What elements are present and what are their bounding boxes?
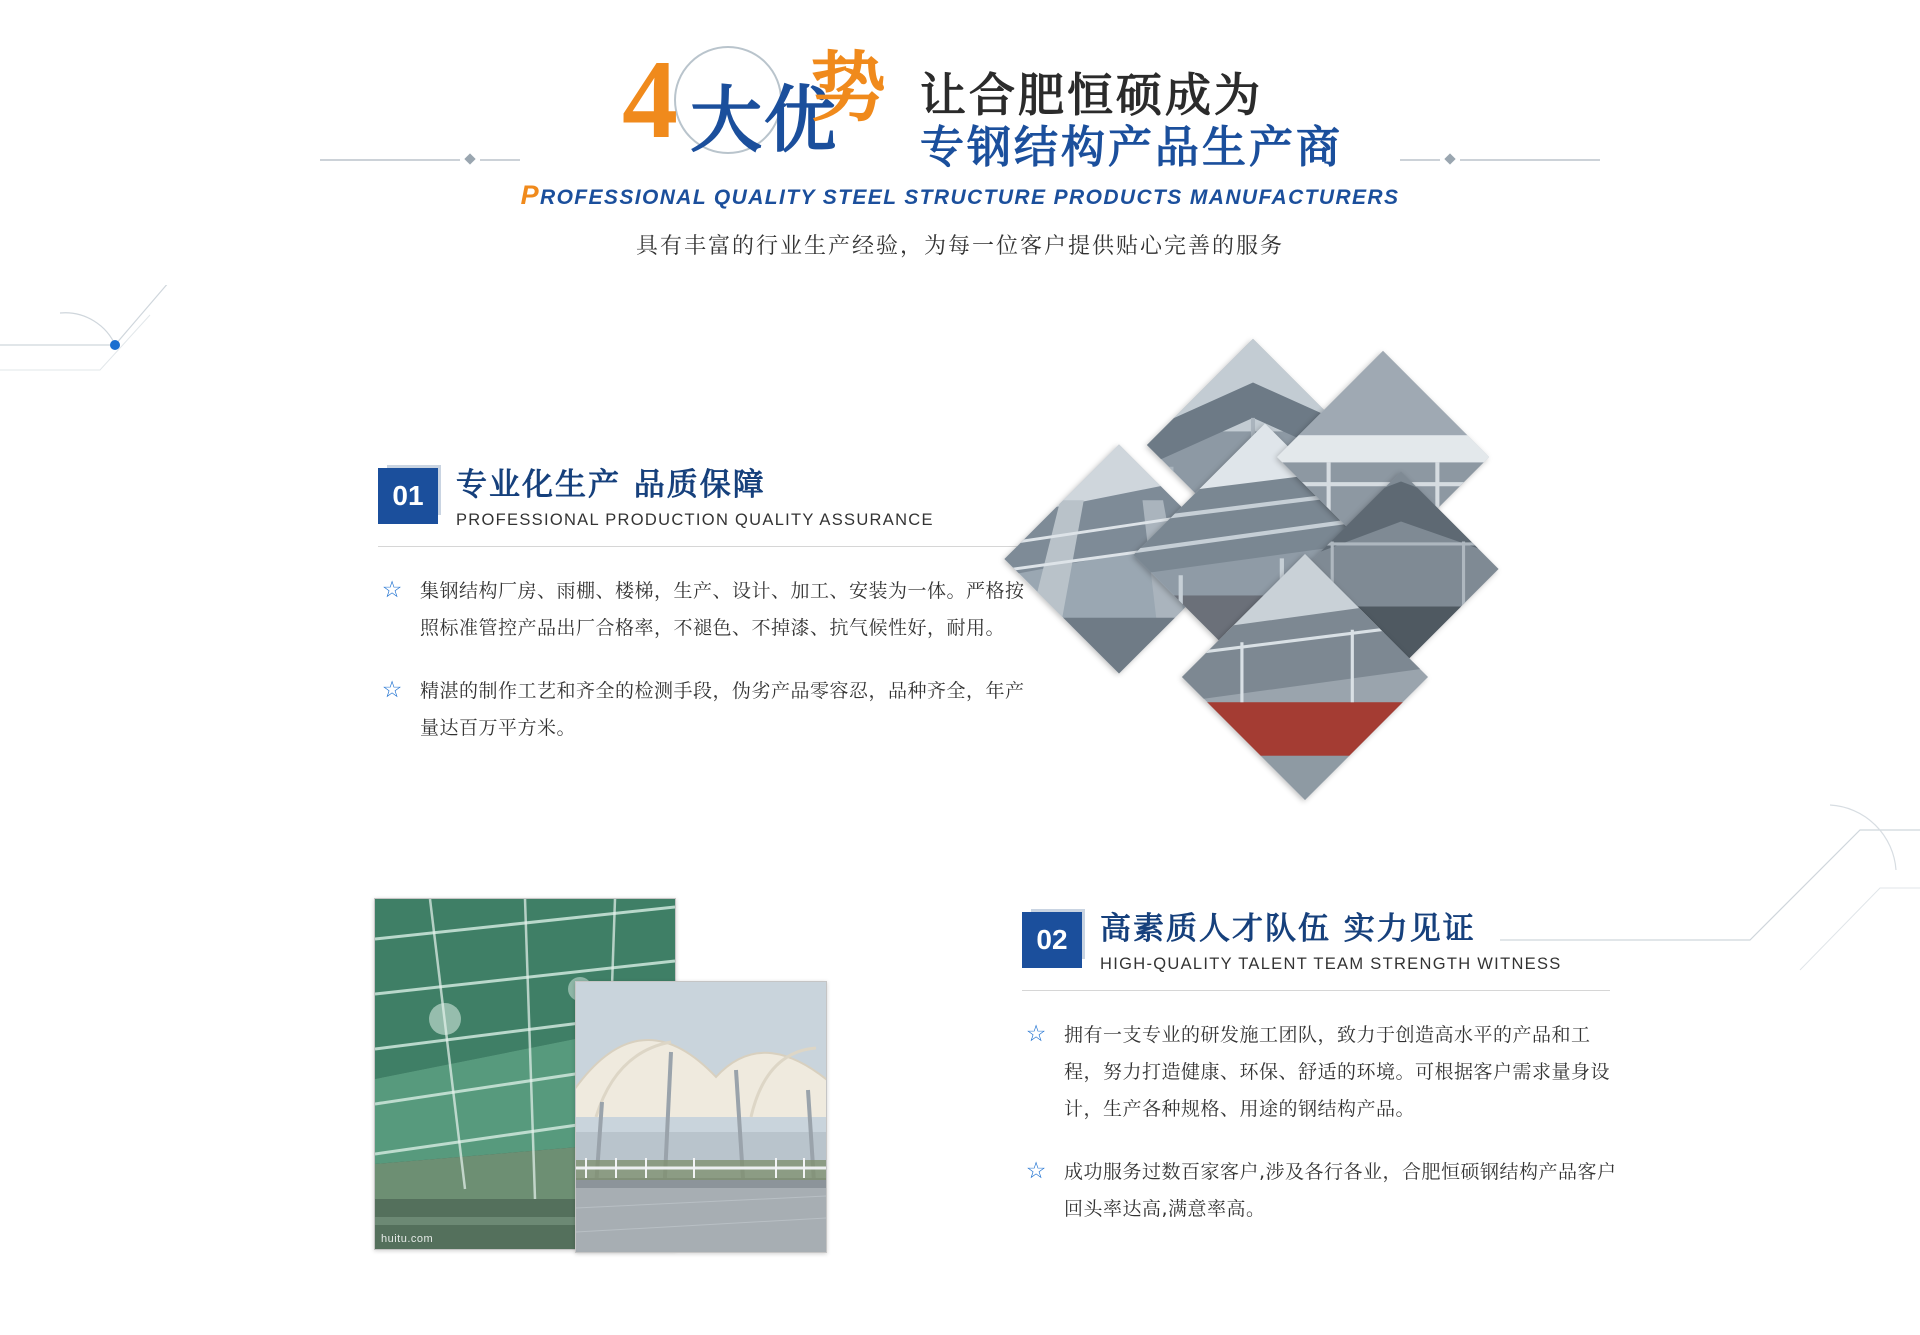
section-02 — [1022, 912, 1622, 1254]
header-kicker-cn2: 势 — [810, 43, 886, 132]
section-01-bullet-1: 集钢结构厂房、雨棚、楼梯，生产、设计、加工、安装为一体。严格按照标准管控产品出厂合格率，不褪色、不掉漆、抗气候性好，耐用。 — [420, 580, 1025, 640]
header-english-lead: P — [520, 180, 540, 210]
header-subtitle: 具有丰富的行业生产经验，为每一位客户提供贴心完善的服务 — [635, 234, 1284, 259]
list-item — [1022, 1017, 1622, 1128]
page-header — [0, 0, 1920, 290]
photo-membrane-structure — [575, 981, 827, 1253]
list-item — [1022, 1154, 1622, 1228]
section-02-head — [1022, 912, 1622, 974]
section-01-title-en: PROFESSIONAL PRODUCTION QUALITY ASSURANCE — [456, 511, 934, 530]
section-01 — [378, 468, 1038, 773]
section-01-title-cn: 专业化生产 品质保障 — [456, 467, 766, 503]
photo-watermark: huitu.com — [381, 1233, 434, 1245]
star-icon: ☆ — [1025, 1020, 1047, 1047]
section-02-number: 02 — [1022, 912, 1082, 968]
section-01-number: 01 — [378, 468, 438, 524]
decorative-corner-top-left — [0, 285, 230, 415]
star-icon: ☆ — [381, 576, 403, 603]
section-01-bullet-2: 精湛的制作工艺和齐全的检测手段，伪劣产品零容忍，品种齐全，年产量达百万平方米。 — [420, 680, 1025, 740]
section-02-divider — [1022, 990, 1610, 991]
header-slogan-line2: 专钢结构产品生产商 — [920, 122, 1343, 173]
star-icon: ☆ — [1025, 1157, 1047, 1184]
section-01-divider — [378, 546, 1026, 547]
list-item — [378, 573, 1038, 647]
diamond-image-cluster — [1020, 400, 1580, 820]
section-01-head — [378, 468, 1038, 530]
header-english-rest: ROFESSIONAL QUALITY STEEL STRUCTURE PRODUCTS MANUFACTURERS — [540, 186, 1400, 209]
list-item — [378, 673, 1038, 747]
header-title-row — [330, 38, 1590, 178]
header-kicker-cn: 大优 — [690, 78, 839, 162]
star-icon: ☆ — [381, 676, 403, 703]
header-english-tagline — [330, 180, 1590, 211]
section-02-title-cn: 高素质人才队伍 实力见证 — [1100, 911, 1476, 947]
header-number: 4 — [622, 38, 678, 162]
section-02-bullet-1: 拥有一支专业的研发施工团队，致力于创造高水平的产品和工程，努力打造健康、环保、舒适的环境。可根据客户需求量身设计，生产各种规格、用途的钢结构产品。 — [1064, 1024, 1611, 1121]
section-02-bullet-2: 成功服务过数百家客户,涉及各行各业，合肥恒硕钢结构产品客户回头率达高,满意率高。 — [1064, 1161, 1617, 1221]
header-slogan-line1: 让合肥恒硕成为 — [920, 68, 1263, 122]
section-02-bullets — [1022, 1017, 1622, 1228]
section-02-title-en: HIGH-QUALITY TALENT TEAM STRENGTH WITNESS — [1100, 955, 1562, 974]
section-01-bullets — [378, 573, 1038, 747]
